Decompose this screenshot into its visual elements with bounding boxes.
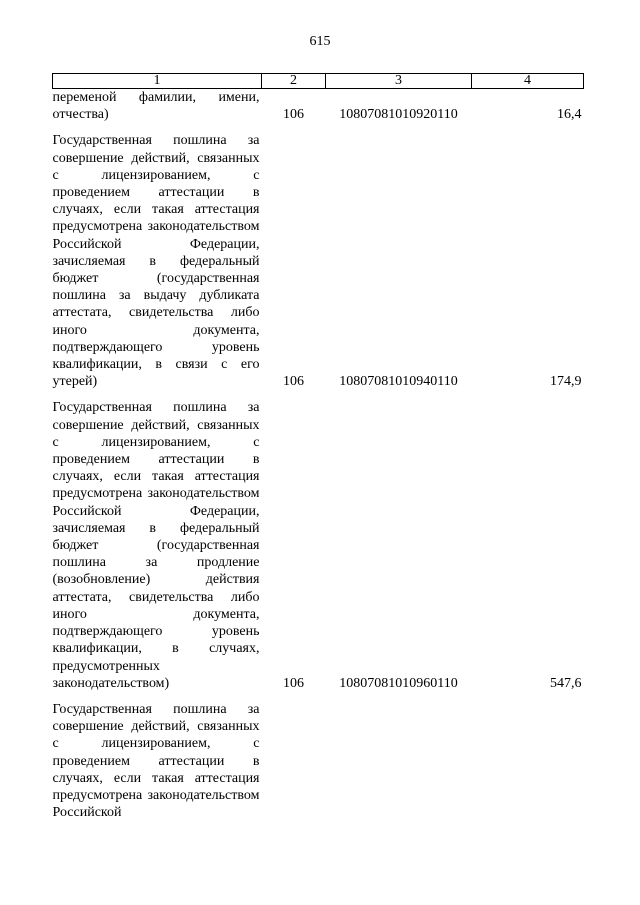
row-description: Государственная пошлина за совершение действий, связанных с лицензированием, с проведением аттестации в случаях, если такая аттестация предусмотрена законодательством Российской xyxy=(52,701,260,821)
row-amount: 174,9 xyxy=(550,374,582,390)
budget-codes-table xyxy=(52,73,584,821)
row-amount: 547,6 xyxy=(550,675,582,691)
row-description: переменой фамилии, имени, отчества) xyxy=(52,90,260,123)
row-description: Государственная пошлина за совершение действий, связанных с лицензированием, с проведением аттестации в случаях, если такая аттестация предусмотрена законодательством Российской Федерации, зачисляемая в федеральный бюджет (государственная пошлина за выдачу дубликата аттестата, свидетельства либо иного документа, подтверждающего уровень квалификации, в связи с его утерей) xyxy=(52,133,260,390)
row-code xyxy=(262,701,326,821)
row-kbk: 10807081010960110 xyxy=(339,675,458,691)
row-amount: 16,4 xyxy=(557,107,582,123)
table-row xyxy=(53,89,584,124)
table-row xyxy=(53,701,584,821)
column-header-4: 4 xyxy=(472,74,584,89)
row-amount xyxy=(472,701,584,821)
column-header-1: 1 xyxy=(53,74,262,89)
row-description: Государственная пошлина за совершение действий, связанных с лицензированием, с проведением аттестации в случаях, если такая аттестация предусмотрена законодательством Российской Федерации, зачисляемая в федеральный бюджет (государственная пошлина за продление (возобновление) действия аттестата, свидетельства либо иного документа, подтверждающего уровень квалификации, в случаях, предусмотренных законодательством) xyxy=(52,400,260,691)
row-code: 106 xyxy=(283,107,304,123)
row-code: 106 xyxy=(283,675,304,691)
page-number: 615 xyxy=(309,34,331,49)
column-header-3: 3 xyxy=(326,74,472,89)
table-header-row xyxy=(53,74,584,89)
row-kbk: 10807081010920110 xyxy=(339,107,458,123)
row-kbk xyxy=(326,701,472,821)
row-kbk: 10807081010940110 xyxy=(339,374,458,390)
table-row xyxy=(53,132,584,390)
table-row xyxy=(53,399,584,691)
row-code: 106 xyxy=(283,374,304,390)
column-header-2: 2 xyxy=(262,74,326,89)
